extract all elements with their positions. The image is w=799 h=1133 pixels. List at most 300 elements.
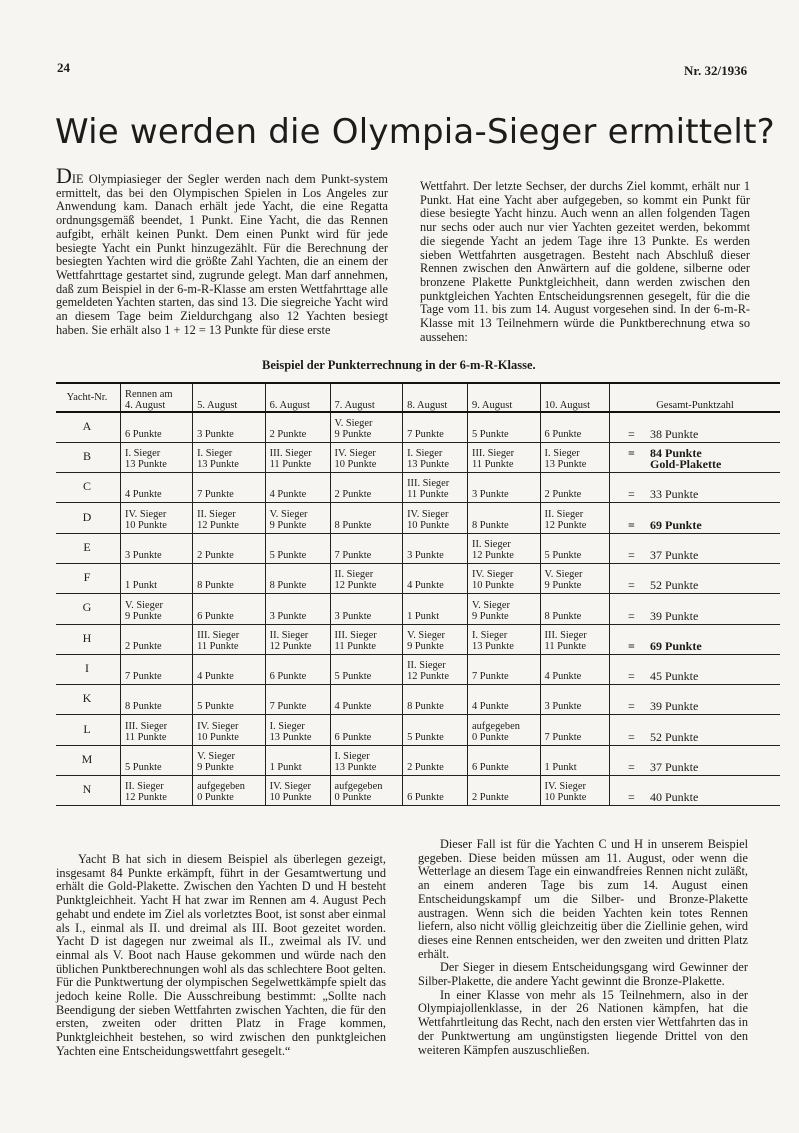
cell-points: 6 Punkte [544, 428, 582, 440]
day-cell [540, 624, 609, 654]
cell-rank: V. Sieger [544, 569, 583, 581]
total-cell [610, 533, 781, 563]
cell-rank [270, 539, 328, 550]
cell-points: 7 Punkte [544, 731, 582, 743]
cell-points: 11 Punkte [125, 731, 167, 743]
yacht-id: M [56, 745, 121, 775]
intro-left-text: IE Olympiasieger der Segler werden nach dem Punkt-system ermittelt, das bei den Olympischen Spielen in Los Angeles zur Anwendung kam. Danach erhält jede Yacht, die eine Regatta ordnungsgemäß beendet, 1 Punkt. Eine Yacht, die das Rennen aufgibt, erhält keinen Punkt. Dem einen Punkt wird für jede besiegte Yacht ein Punkt hinzugezählt. Für die Berechnung der besiegten Yachten wird die größte Zahl Yachten, die an einem der Wettfahrttage gestartet sind, zugrunde gelegt. Man darf annehmen, daß zum Beispiel in der 6-m-R-Klasse am ersten Wettfahrttage alle gemeldeten Yachten starten, das sind 13. Die siegreiche Yacht wird an diesem Tage beim Zieldurchgang also 12 Yachten besiegt haben. Sie erhält also 1 + 12 = 13 Punkte für diese erste [56, 172, 388, 337]
cell-rank: I. Sieger [407, 448, 443, 460]
equals-sign: = [628, 547, 635, 562]
cell-rank: aufgegeben [472, 720, 520, 732]
cell-points: 1 Punkt [125, 580, 158, 592]
total-cell [610, 654, 781, 684]
cell-points: 4 Punkte [472, 701, 509, 713]
day-cell [193, 533, 266, 563]
equals-sign: = [628, 446, 635, 461]
cell-rank [125, 569, 190, 580]
total-cell [610, 442, 781, 472]
cell-points: 5 Punkte [269, 549, 307, 561]
cell-points: 3 Punkte [197, 428, 234, 440]
cell-points: 2 Punkte [197, 549, 234, 561]
total-points: 37 Punkte [650, 547, 699, 562]
cell-rank [270, 600, 328, 611]
cell-points: 7 Punkte [407, 428, 444, 440]
bottom-right-column [418, 838, 748, 1057]
total-points: 33 Punkte [650, 487, 699, 502]
cell-rank: III. Sieger [407, 478, 450, 490]
table-row [56, 776, 780, 806]
cell-rank [125, 539, 190, 550]
day-cell [540, 776, 609, 806]
points-table [56, 382, 780, 806]
cell-rank [407, 721, 465, 732]
cell-points: 3 Punkte [407, 549, 444, 561]
cell-rank: IV. Sieger [544, 781, 586, 793]
equals-sign: = [628, 729, 635, 744]
cell-points: 10 Punkte [544, 792, 587, 804]
cell-rank [197, 539, 263, 550]
equals-sign: = [628, 487, 635, 502]
day-cell [540, 685, 609, 715]
day-cell [265, 715, 330, 745]
day-cell [403, 503, 468, 533]
day-cell [265, 503, 330, 533]
day-cell [403, 745, 468, 775]
cell-rank [270, 751, 328, 762]
total-cell [610, 594, 781, 624]
cell-rank: IV. Sieger [269, 781, 311, 793]
cell-rank [197, 569, 263, 580]
total-cell [610, 715, 781, 745]
day-cell [540, 473, 609, 503]
cell-points: 5 Punkte [125, 762, 162, 774]
bottom-left-paragraph: Yacht B hat sich in diesem Beispiel als überlegen gezeigt, insgesamt 84 Punkte erkämpft, führt in der Gesamtwertung und erhält die Gold-Plakette. Zwischen den Yachten D und H besteht Punktgleichheit. Yacht H hat zwar im Rennen am 4. August Pech gehabt und endete im Ziel als vorletztes Boot, ist sonst aber einmal als I., einmal als II. und dreimal als III. Boot gezeitet worden. Yacht D ist dagegen nur zweimal als II., zweimal als IV. und einmal als V. Boot nach Hause gekommen und würde nach den üblichen Punktberechnungen wohl als das schlechtere Boot gelten. Für die Punktwertung der olympischen Segelwettkämpfe spielt das jedoch keine Rolle. Die Ausschreibung bestimmt: „Sollte nach Beendigung der sieben Wettfahrten zwischen Yachten, die für den ersten, zweiten oder dritten Platz in Frage kommen, Punktgleichheit bestehen, so wird zwischen den punktgleichen Yachten eine Entscheidungswettfahrt gesegelt.“ [56, 852, 386, 1058]
day-cell [121, 442, 193, 472]
cell-rank [545, 660, 607, 671]
table-row [56, 473, 780, 503]
cell-rank: III. Sieger [269, 448, 312, 460]
cell-rank [545, 721, 607, 732]
cell-points: 4 Punkte [407, 580, 444, 592]
day-cell [330, 685, 403, 715]
cell-rank [335, 600, 401, 611]
day-cell [193, 412, 266, 442]
day-cell [265, 594, 330, 624]
cell-points: 13 Punkte [472, 640, 514, 652]
intro-right-column [420, 180, 750, 344]
cell-points: 7 Punkte [125, 671, 162, 683]
day-cell [193, 745, 266, 775]
cell-points: 12 Punkte [125, 792, 167, 804]
day-cell [330, 442, 403, 472]
cell-rank: IV. Sieger [125, 508, 167, 520]
cell-points: 13 Punkte [334, 762, 377, 774]
day-cell [403, 654, 468, 684]
cell-points: 9 Punkte [269, 519, 307, 531]
intro-left-paragraph [56, 163, 388, 337]
equals-sign: = [628, 517, 635, 532]
cell-points: 5 Punkte [334, 671, 372, 683]
cell-points: 10 Punkte [125, 519, 167, 531]
cell-rank: II. Sieger [197, 508, 236, 520]
day-cell [403, 624, 468, 654]
cell-rank: V. Sieger [197, 751, 235, 763]
header-day: 6. August [265, 383, 330, 412]
cell-rank [125, 751, 190, 762]
day-cell [193, 654, 266, 684]
cell-rank: IV. Sieger [334, 448, 376, 460]
cell-points: 5 Punkte [544, 549, 582, 561]
table-caption: Beispiel der Punkterrechnung in der 6-m-R-Klasse. [262, 358, 536, 372]
cell-points: 2 Punkte [334, 489, 372, 501]
cell-rank [270, 660, 328, 671]
day-cell [121, 533, 193, 563]
day-cell [265, 654, 330, 684]
cell-rank: II. Sieger [334, 569, 374, 581]
day-cell [540, 715, 609, 745]
cell-points: 5 Punkte [472, 428, 509, 440]
table-header-row [56, 383, 780, 412]
equals-sign: = [628, 669, 635, 684]
cell-points: 0 Punkte [472, 731, 509, 743]
cell-points: 3 Punkte [125, 549, 162, 561]
bottom-right-paragraph: Der Sieger in diesem Entscheidungsgang wird Gewinner der Silber-Plakette, die andere Yacht gewinnt die Bronze-Plakette. [418, 960, 748, 989]
cell-points: 9 Punkte [197, 762, 234, 774]
day-cell [540, 745, 609, 775]
cell-points: 5 Punkte [407, 731, 444, 743]
cell-rank: III. Sieger [544, 629, 587, 641]
day-cell [330, 745, 403, 775]
table-row [56, 503, 780, 533]
cell-points: 11 Punkte [544, 640, 587, 652]
day-cell [121, 745, 193, 775]
day-cell [403, 473, 468, 503]
equals-sign: = [628, 699, 635, 714]
cell-points: 8 Punkte [125, 701, 162, 713]
day-cell [121, 685, 193, 715]
cell-points: 2 Punkte [544, 489, 582, 501]
day-cell [403, 442, 468, 472]
equals-sign: = [628, 426, 635, 441]
cell-points: 6 Punkte [472, 762, 509, 774]
total-points: 37 Punkte [650, 760, 699, 775]
cell-points: 4 Punkte [125, 489, 162, 501]
day-cell [121, 412, 193, 442]
cell-points: 10 Punkte [407, 519, 449, 531]
day-cell [468, 503, 541, 533]
cell-points: 4 Punkte [197, 671, 234, 683]
day-cell [468, 776, 541, 806]
equals-sign: = [628, 608, 635, 623]
total-cell [610, 685, 781, 715]
cell-points: 12 Punkte [197, 519, 239, 531]
cell-points: 1 Punkt [269, 762, 302, 774]
day-cell [193, 473, 266, 503]
cell-points: 9 Punkte [407, 640, 444, 652]
day-cell [330, 473, 403, 503]
day-cell [403, 594, 468, 624]
table-row [56, 745, 780, 775]
cell-points: 7 Punkte [334, 549, 372, 561]
table-body [56, 412, 780, 806]
day-cell [403, 776, 468, 806]
day-cell [121, 654, 193, 684]
intro-left-column [56, 163, 388, 337]
cell-rank: I. Sieger [334, 751, 370, 763]
cell-points: 12 Punkte [407, 671, 449, 683]
day-cell [540, 412, 609, 442]
day-cell [121, 776, 193, 806]
cell-rank [472, 690, 538, 701]
day-cell [265, 624, 330, 654]
cell-rank: V. Sieger [334, 417, 373, 429]
header-yacht: Yacht-Nr. [56, 383, 121, 412]
cell-points: 10 Punkte [334, 459, 377, 471]
day-cell [121, 594, 193, 624]
total-points: 38 Punkte [650, 426, 699, 441]
table-row [56, 563, 780, 593]
cell-rank: IV. Sieger [472, 569, 514, 581]
total-points: 52 Punkte [650, 578, 699, 593]
day-cell [540, 594, 609, 624]
day-cell [468, 745, 541, 775]
cell-points: 1 Punkt [407, 610, 440, 622]
day-cell [330, 776, 403, 806]
day-cell [468, 563, 541, 593]
cell-points: 1 Punkt [544, 762, 577, 774]
day-cell [540, 654, 609, 684]
cell-rank [125, 630, 190, 641]
day-cell [193, 442, 266, 472]
total-cell [610, 776, 781, 806]
cell-rank [407, 751, 465, 762]
cell-rank: III. Sieger [125, 720, 168, 732]
day-cell [121, 503, 193, 533]
cell-rank: I. Sieger [125, 448, 161, 460]
cell-points: 10 Punkte [197, 731, 239, 743]
header-day: 8. August [403, 383, 468, 412]
cell-points: 11 Punkte [269, 459, 312, 471]
cell-points: 6 Punkte [197, 610, 234, 622]
day-cell [540, 503, 609, 533]
cell-rank: aufgegeben [197, 781, 245, 793]
yacht-id: L [56, 715, 121, 745]
cell-points: 7 Punkte [269, 701, 307, 713]
cell-points: 12 Punkte [544, 519, 587, 531]
cell-points: 12 Punkte [334, 580, 377, 592]
cell-rank [197, 690, 263, 701]
cell-rank [125, 418, 190, 429]
cell-rank: II. Sieger [544, 508, 584, 520]
cell-points: 10 Punkte [269, 792, 312, 804]
page-number: 24 [57, 60, 70, 75]
cell-rank [335, 690, 401, 701]
cell-rank [472, 751, 538, 762]
header-day: 10. August [540, 383, 609, 412]
cell-points: 13 Punkte [269, 731, 312, 743]
issue-number: Nr. 32/1936 [684, 63, 748, 78]
day-cell [540, 533, 609, 563]
yacht-id: D [56, 503, 121, 533]
cell-points: 2 Punkte [407, 762, 444, 774]
total-points: 69 Punkte [650, 638, 702, 653]
cell-rank [472, 509, 538, 520]
header-total: Gesamt-Punktzahl [610, 383, 781, 412]
day-cell [468, 473, 541, 503]
cell-points: 0 Punkte [197, 792, 234, 804]
cell-points: 9 Punkte [334, 428, 372, 440]
cell-rank [197, 600, 263, 611]
cell-rank [335, 478, 401, 489]
cell-rank [407, 418, 465, 429]
intro-right-text: Wettfahrt. Der letzte Sechser, der durchs Ziel kommt, erhält nur 1 Punkt. Hat eine Yacht aber aufgegeben, so kommt ein Punkt für diese besiegte Yacht hinzu. Auch wenn an allen folgenden Tagen nur sechs oder auch nur vier Yachten gezeitet werden, bekommt die siegende Yacht an jedem Tage ihre 13 Punkte. Es werden sieben Wettfahrten ausgetragen. Besteht nach Abschluß dieser Rennen zwischen den Anwärtern auf die goldene, silberne oder bronzene Plakette Punktgleichheit, dann werden zwischen den punktgleichen Yachten Entscheidungsrennen gesegelt, für die die Tage vom 11. bis zum 14. August vorgesehen sind. In der 6-m-R-Klasse mit 13 Teilnehmern würde die Punktberechnung etwa so aussehen: [420, 179, 750, 344]
cell-points: 12 Punkte [472, 549, 514, 561]
cell-points: 6 Punkte [125, 428, 162, 440]
cell-rank: IV. Sieger [197, 720, 239, 732]
table-row [56, 685, 780, 715]
cell-rank [545, 600, 607, 611]
day-cell [468, 715, 541, 745]
day-cell [193, 685, 266, 715]
day-cell [468, 624, 541, 654]
day-cell [265, 412, 330, 442]
cell-rank [270, 478, 328, 489]
header-day-1-line2: 4. August [125, 400, 166, 411]
yacht-id: C [56, 473, 121, 503]
cell-rank [545, 418, 607, 429]
day-cell [468, 533, 541, 563]
cell-rank: aufgegeben [334, 781, 383, 793]
day-cell [265, 685, 330, 715]
cell-rank [270, 569, 328, 580]
day-cell [265, 745, 330, 775]
yacht-id: H [56, 624, 121, 654]
header-day: 7. August [330, 383, 403, 412]
cell-points: 6 Punkte [269, 671, 307, 683]
cell-rank [545, 690, 607, 701]
cell-rank: III. Sieger [334, 629, 377, 641]
day-cell [403, 563, 468, 593]
cell-points: 2 Punkte [269, 428, 307, 440]
day-cell [330, 533, 403, 563]
day-cell [193, 563, 266, 593]
cell-points: 12 Punkte [269, 640, 312, 652]
total-cell [610, 563, 781, 593]
cell-rank [407, 690, 465, 701]
cell-rank [545, 751, 607, 762]
cell-points: 7 Punkte [197, 489, 234, 501]
cell-rank: III. Sieger [472, 448, 515, 460]
cell-rank: V. Sieger [472, 599, 510, 611]
cell-points: 10 Punkte [472, 580, 514, 592]
day-cell [121, 715, 193, 745]
day-cell [193, 503, 266, 533]
cell-points: 8 Punkte [472, 519, 509, 531]
cell-points: 11 Punkte [197, 640, 239, 652]
cell-rank [335, 660, 401, 671]
day-cell [403, 685, 468, 715]
table-row [56, 715, 780, 745]
cell-points: 5 Punkte [197, 701, 234, 713]
total-cell [610, 745, 781, 775]
day-cell [121, 563, 193, 593]
cell-rank [407, 539, 465, 550]
plaque-label: Gold-Plakette [650, 457, 722, 472]
day-cell [330, 563, 403, 593]
cell-rank: II. Sieger [407, 660, 446, 672]
equals-sign: = [628, 638, 635, 653]
cell-points: 13 Punkte [197, 459, 239, 471]
day-cell [121, 624, 193, 654]
cell-points: 11 Punkte [334, 640, 376, 652]
cell-points: 13 Punkte [125, 459, 167, 471]
day-cell [193, 715, 266, 745]
cell-points: 8 Punkte [197, 580, 234, 592]
cell-rank [472, 418, 538, 429]
day-cell [265, 533, 330, 563]
cell-points: 8 Punkte [544, 610, 582, 622]
day-cell [265, 473, 330, 503]
day-cell [330, 654, 403, 684]
cell-rank [472, 478, 538, 489]
cell-rank: I. Sieger [269, 720, 305, 732]
cell-points: 6 Punkte [334, 731, 372, 743]
cell-rank: I. Sieger [472, 629, 508, 641]
cell-rank [407, 569, 465, 580]
day-cell [540, 442, 609, 472]
cell-points: 4 Punkte [544, 671, 582, 683]
day-cell [265, 442, 330, 472]
cell-rank [335, 509, 401, 520]
day-cell [468, 442, 541, 472]
table-row [56, 594, 780, 624]
day-cell [121, 473, 193, 503]
total-cell [610, 503, 781, 533]
day-cell [330, 715, 403, 745]
day-cell [330, 412, 403, 442]
day-cell [403, 715, 468, 745]
day-cell [468, 594, 541, 624]
cell-rank: II. Sieger [125, 781, 164, 793]
cell-rank: IV. Sieger [407, 508, 449, 520]
cell-points: 7 Punkte [472, 671, 509, 683]
cell-rank [472, 660, 538, 671]
cell-rank [125, 478, 190, 489]
total-points: 69 Punkte [650, 517, 702, 532]
cell-points: 11 Punkte [407, 489, 449, 501]
total-cell [610, 624, 781, 654]
equals-sign: = [628, 578, 635, 593]
yacht-id: G [56, 594, 121, 624]
day-cell [468, 412, 541, 442]
cell-points: 13 Punkte [544, 459, 587, 471]
cell-rank [472, 781, 538, 792]
cell-rank: V. Sieger [407, 629, 445, 641]
day-cell [330, 624, 403, 654]
cell-points: 3 Punkte [334, 610, 372, 622]
drop-cap: D [56, 163, 72, 188]
cell-points: 6 Punkte [407, 792, 444, 804]
header-day: 5. August [193, 383, 266, 412]
cell-points: 0 Punkte [334, 792, 372, 804]
total-points: 84 Punkte [650, 446, 702, 461]
cell-points: 13 Punkte [407, 459, 449, 471]
cell-rank: II. Sieger [472, 538, 511, 550]
bottom-right-paragraph: In einer Klasse von mehr als 15 Teilnehmern, also in der Olympiajollenklasse, in der 26 Nationen kämpfen, hat die Wettfahrtleitung das Recht, nach den ersten vier Wettfahrten das in der Punktwertung am ungünstigsten liegende Drittel von den weiteren Kämpfen auszuschließen. [418, 987, 748, 1057]
day-cell [193, 594, 266, 624]
cell-points: 9 Punkte [472, 610, 509, 622]
yacht-id: N [56, 776, 121, 806]
